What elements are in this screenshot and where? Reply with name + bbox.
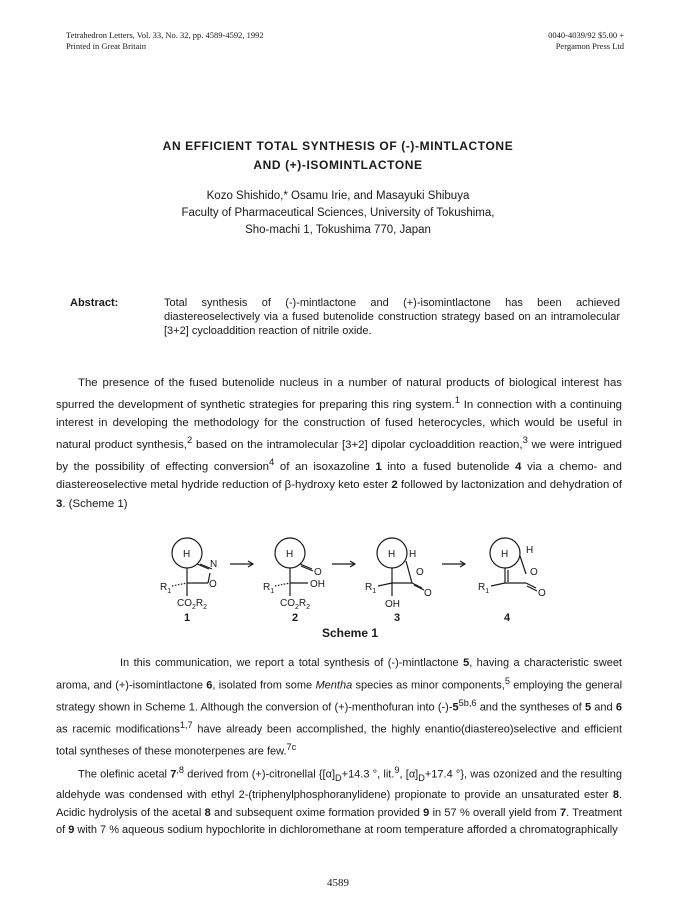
text-run: and subsequent oxime formation provided bbox=[210, 806, 424, 819]
subscript: 2 bbox=[203, 604, 208, 611]
atom-o: O bbox=[530, 567, 538, 578]
compound-ref: 1 bbox=[375, 461, 382, 474]
hydroxyl-label: OH bbox=[385, 599, 400, 610]
reference-sup: 2 bbox=[186, 435, 193, 447]
subscript: 2 bbox=[192, 604, 196, 611]
ring-label: H bbox=[183, 549, 191, 560]
scheme-1-diagram bbox=[160, 526, 580, 658]
text-run: employing the general strategy shown in Scheme 1. Although the conversion of (+)-menthofuran into (-)- bbox=[56, 679, 623, 714]
reference-sup: 5 bbox=[504, 675, 510, 686]
affiliation: Faculty of Pharmaceutical Sciences, University of Tokushima, bbox=[181, 207, 495, 219]
subscript: 1 bbox=[270, 588, 275, 595]
subscript: 1 bbox=[485, 588, 490, 595]
subscript: 1 bbox=[167, 588, 172, 595]
text-run: The olefinic acetal bbox=[78, 768, 171, 781]
text-run: of an isoxazoline bbox=[274, 461, 376, 474]
compound-number-2: 2 bbox=[292, 612, 299, 624]
compound-ref: 5 bbox=[463, 657, 470, 669]
text-run: and the syntheses of bbox=[476, 701, 585, 714]
author-names: Kozo Shishido,* Osamu Irie, and Masayuki Shibuya bbox=[206, 190, 470, 202]
ring-label: H bbox=[388, 549, 396, 560]
text-run: . Acidic hydrolysis of the acetal bbox=[56, 789, 622, 819]
r-symbol: R bbox=[365, 582, 373, 593]
title-line-2: AND (+)-ISOMINTLACTONE bbox=[253, 158, 423, 172]
compound-ref: 3 bbox=[56, 497, 63, 510]
address: Sho-machi 1, Tokushima 770, Japan bbox=[245, 224, 431, 236]
text-run: , [α] bbox=[399, 768, 419, 781]
compound-1-structure bbox=[172, 538, 212, 596]
reference-sup: 9 bbox=[394, 764, 400, 775]
page-number: 4589 bbox=[327, 877, 349, 889]
intro-paragraph bbox=[56, 374, 622, 513]
reference-sup: 7c bbox=[286, 742, 297, 753]
text-run: based on the intramolecular [3+2] dipolar cycloaddition reaction, bbox=[192, 439, 523, 452]
author-block bbox=[0, 188, 676, 239]
ring-label: H bbox=[501, 549, 509, 560]
title-line-1: AN EFFICIENT TOTAL SYNTHESIS OF (-)-MINTLACTONE bbox=[162, 139, 514, 153]
text-run: have already been accomplished, the highly enantio(diastereo)selective and efficient total syntheses of these monoterpenes are few. bbox=[56, 723, 623, 758]
printed-location: Printed in Great Britain bbox=[66, 41, 147, 51]
compound-ref: 6 bbox=[206, 679, 213, 692]
compound-ref: 4 bbox=[515, 461, 522, 474]
r-symbol: R bbox=[160, 582, 168, 593]
atom-n: N bbox=[210, 559, 218, 570]
r1-label bbox=[478, 582, 489, 595]
r-symbol: R bbox=[195, 598, 204, 609]
text-run: In this communication, we report a total synthesis of (-)-mintlactone bbox=[120, 657, 464, 669]
abstract-label: Abstract: bbox=[70, 297, 119, 309]
abstract-text: Total synthesis of (-)-mintlactone and (+)-isomintlactone has been achieved diastereoselectively via a fused butenolide construction strategy based on an intramolecular [3+2] cycloaddition reaction of nitrile oxide. bbox=[164, 297, 620, 337]
subscript: 2 bbox=[306, 604, 311, 611]
co-symbol: CO bbox=[280, 598, 295, 609]
results-paragraphs bbox=[56, 655, 622, 840]
compound-ref: 5 bbox=[452, 701, 459, 714]
text-run: . (Scheme 1) bbox=[62, 497, 128, 510]
text-run: in 57 % overall yield from bbox=[429, 806, 560, 819]
ester-label bbox=[177, 598, 207, 611]
text-run: into a fused butenolide bbox=[381, 461, 516, 474]
abstract bbox=[70, 296, 620, 338]
compound-ref: 9 bbox=[68, 824, 75, 837]
compound-ref: 5 bbox=[584, 701, 592, 714]
r-symbol: R bbox=[298, 598, 307, 609]
subscript: 2 bbox=[295, 604, 299, 611]
compound-ref: 7 bbox=[170, 768, 177, 781]
text-run: +17.4 °}, was ozonized and the resulting aldehyde was condensed with ethyl 2-(triphenylphosphoranylidene) propionate to provide an unsaturated ester bbox=[56, 768, 623, 802]
reference-sup: 1 bbox=[454, 395, 460, 407]
running-header-left bbox=[66, 30, 264, 52]
compound-ref: 8 bbox=[204, 806, 211, 819]
text-run: with 7 % aqueous sodium hypochlorite in dichloromethane at room temperature afforded a chromatographically bbox=[74, 824, 618, 837]
hydroxyl-label: OH bbox=[310, 579, 325, 590]
text-run: . Treatment of bbox=[56, 806, 622, 837]
reference-sup: 5b,6 bbox=[458, 697, 477, 708]
running-header-right bbox=[548, 30, 624, 52]
atom-o: O bbox=[538, 588, 546, 599]
text-run: we were intrigued by the possibility of effecting conversion bbox=[56, 439, 622, 474]
text-run: In connection with a continuing interest in developing the methodology for the construction of fused heterocycles, which would be useful in natural product synthesis, bbox=[56, 399, 622, 452]
text-run: and bbox=[591, 701, 616, 714]
text-run: followed by lactonization and dehydration of bbox=[397, 479, 622, 492]
stereo-h: H bbox=[409, 549, 417, 560]
atom-o: O bbox=[314, 567, 322, 578]
paragraph-3 bbox=[56, 762, 622, 840]
compound-ref: 8 bbox=[612, 789, 619, 802]
reference-sup: 1,7 bbox=[179, 720, 193, 731]
compound-ref: 7 bbox=[559, 806, 567, 819]
compound-ref: 2 bbox=[391, 479, 398, 492]
stereo-h: H bbox=[526, 545, 534, 556]
genus-name: Mentha bbox=[315, 679, 353, 692]
text-run: as racemic modifications bbox=[56, 723, 180, 736]
r-symbol: R bbox=[263, 582, 271, 593]
text-run: derived from (+)-citronellal {[α] bbox=[184, 768, 336, 781]
paper-title bbox=[0, 137, 676, 175]
ring-label: H bbox=[286, 549, 294, 560]
reference-sup: ,8 bbox=[176, 764, 184, 775]
atom-o: O bbox=[416, 567, 424, 578]
compound-number-1: 1 bbox=[184, 612, 191, 624]
reference-sup: 4 bbox=[268, 457, 275, 469]
subscript: D bbox=[335, 772, 342, 783]
compound-number-3: 3 bbox=[394, 612, 401, 624]
publisher: Pergamon Press Ltd bbox=[555, 41, 624, 51]
r1-label bbox=[160, 582, 171, 595]
text-run: , isolated from some bbox=[212, 679, 316, 692]
compound-2-structure bbox=[275, 538, 313, 596]
compound-ref: 9 bbox=[423, 806, 430, 819]
compound-number-4: 4 bbox=[504, 612, 511, 624]
reference-sup: 3 bbox=[522, 435, 528, 447]
subscript: D bbox=[418, 772, 425, 783]
r1-label bbox=[263, 582, 274, 595]
price-code: 0040-4039/92 $5.00 + bbox=[548, 30, 624, 40]
r-symbol: R bbox=[478, 582, 486, 593]
ester-label bbox=[280, 598, 310, 611]
r1-label bbox=[365, 582, 376, 595]
text-run: , having a characteristic sweet aroma, and (+)-isomintlactone bbox=[56, 657, 622, 692]
text-run: +14.3 °, lit. bbox=[341, 768, 395, 781]
compound-ref: 6 bbox=[615, 701, 622, 714]
subscript: 1 bbox=[372, 588, 377, 595]
atom-o: O bbox=[209, 579, 217, 590]
co-symbol: CO bbox=[177, 598, 192, 609]
scheme-caption: Scheme 1 bbox=[322, 626, 379, 640]
text-run: The presence of the fused butenolide nucleus in a number of natural products of biological interest has spurred the development of synthetic strategies for preparing this ring system. bbox=[56, 377, 622, 411]
journal-citation: Tetrahedron Letters, Vol. 33, No. 32, pp. 4589-4592, 1992 bbox=[66, 30, 264, 40]
paragraph-2 bbox=[56, 655, 622, 762]
text-run: species as minor components, bbox=[352, 679, 505, 692]
atom-o: O bbox=[424, 588, 432, 599]
text-run: via a chemo- and diastereoselective metal hydride reduction of β-hydroxy keto ester bbox=[56, 461, 622, 492]
